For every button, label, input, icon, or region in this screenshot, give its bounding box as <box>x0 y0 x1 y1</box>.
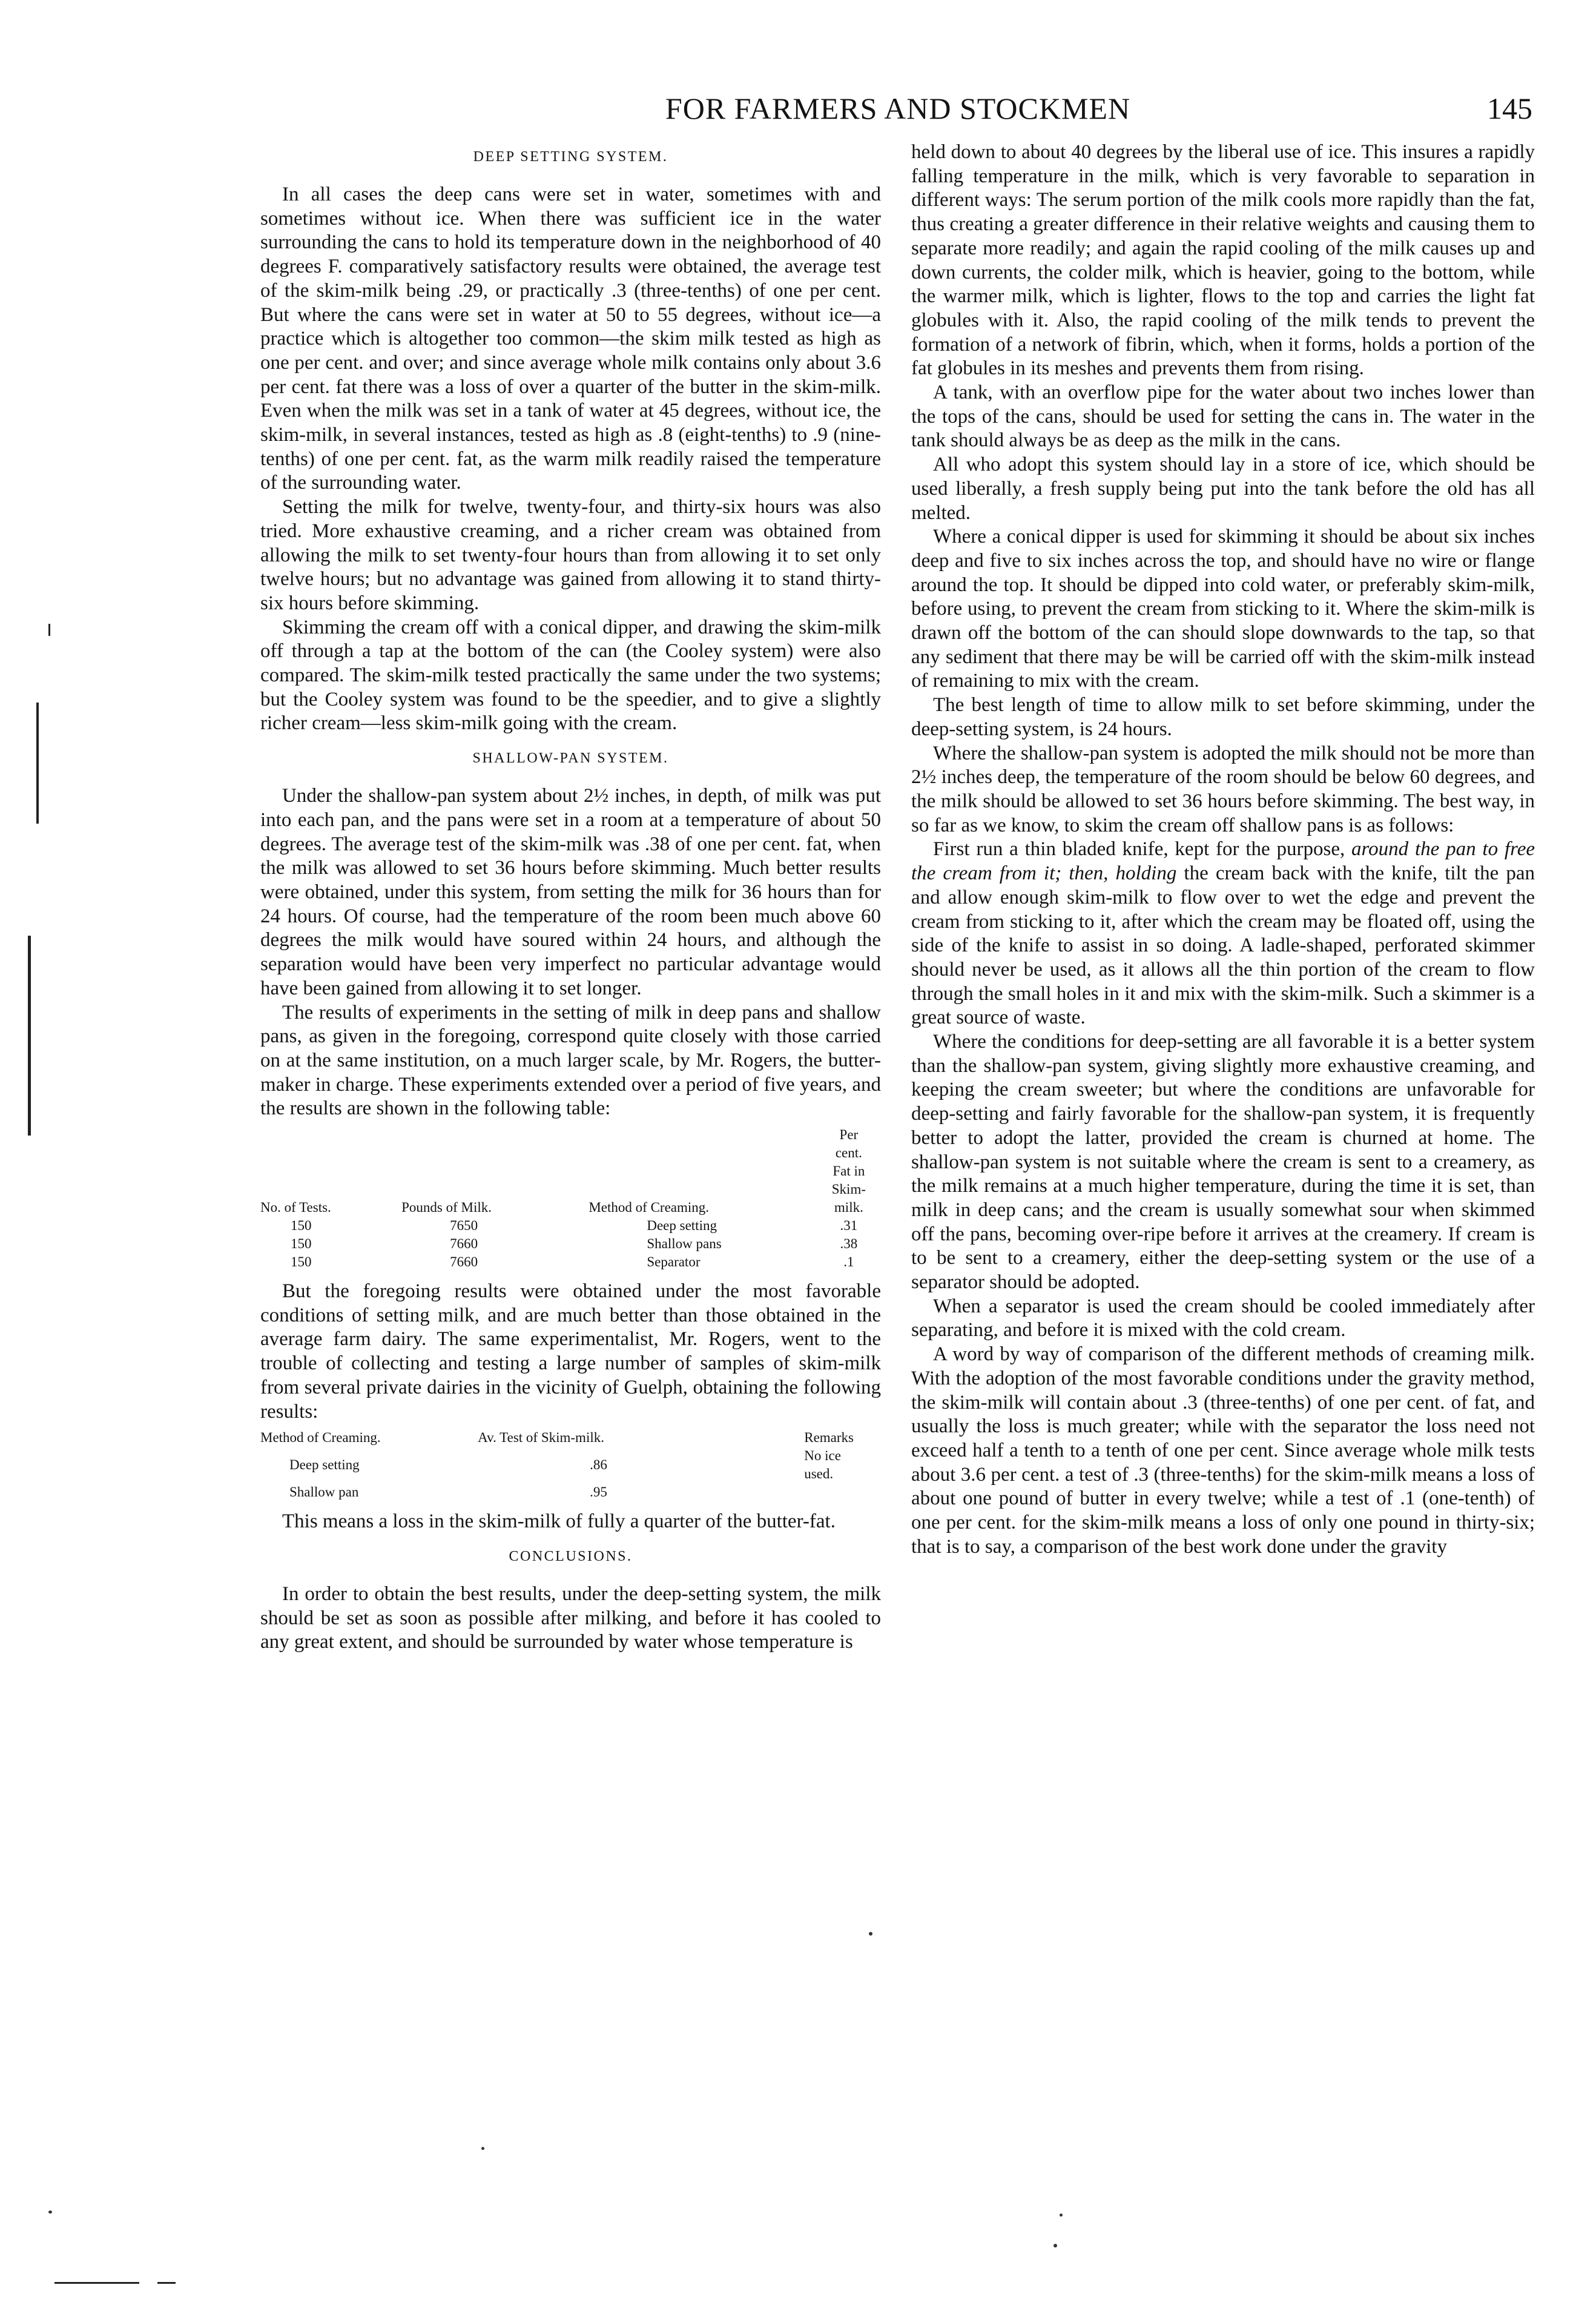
paragraph: Where the shallow-pan system is adopted the milk should not be more than 2½ inches deep, the temperature of the room should be below 60 degrees, and the milk should be allowed to set 36 hours before skimming. The best way, in so far as we know, to skim the cream off shallow pans is as follows: <box>911 742 1535 836</box>
text-run: the cream back with the knife, tilt the pan and allow enough skim-milk to flow over to wet the edge and prevent the cream from sticking to it, after which the cream may be floated off, using the side of the knife to assist in so doing. A ladle-shaped, perforated skimmer should never be used, as it allows all the thin portion of the cream to flow through the small holes in it and mix with the skim-milk. Such a skimmer is a great source of waste. <box>911 862 1535 1029</box>
paragraph: Where a conical dipper is used for skimming it should be about six inches deep and five to six inches across the top, and should have no wire or flange around the top. It should be dipped into cold water, or preferably skim-milk, before using, to prevent the cream from sticking to it. Where the skim-milk is drawn off the bottom of the can should slope downwards to the tap, so that any sediment that there may be will be carried off with the skim-milk instead of remaining to mix with the cream. <box>911 526 1535 692</box>
margin-mark <box>36 703 39 824</box>
table-cell: .38 <box>840 1236 858 1252</box>
margin-mark <box>54 2282 139 2284</box>
margin-mark <box>48 624 50 636</box>
paragraph: A tank, with an overflow pipe for the water about two inches lower than the tops of the cans, should be used for setting the cans in. The water in the tank should always be as deep as the milk in the cans. <box>911 382 1535 452</box>
table-header-cell: Method of Creaming. <box>589 1200 710 1215</box>
table-header-cell: Remarks <box>804 1430 854 1446</box>
table-cell: Deep setting <box>289 1457 360 1473</box>
table-header-row <box>260 1429 854 1447</box>
table-cell: .95 <box>590 1484 607 1500</box>
table-header-row <box>260 1126 866 1217</box>
table-cell: .31 <box>840 1218 858 1234</box>
paragraph: Under the shallow-pan system about 2½ inches, in depth, of milk was put into each pan, and the pans were set in a room at a temperature of about 50 degrees. The average test of the skim-milk was .38 of one per cent. fat, when the milk was allowed to set 36 hours before skimming. Much better results were obtained, under this system, from setting the milk for 36 hours than for 24 hours. Of course, had the temperature of the room been much above 60 degrees the milk would have soured within 24 hours, and although the separation would have been very imperfect no particular advantage would have been gained from allowing it to set longer. <box>260 785 881 999</box>
table-cell <box>804 1483 854 1501</box>
table-header-cell: Pounds of Milk. <box>401 1200 492 1215</box>
paragraph: This means a loss in the skim-milk of fully a quarter of the butter-fat. <box>282 1510 836 1533</box>
table-cell: .1 <box>843 1254 854 1270</box>
table-cell: No ice used. <box>804 1448 841 1482</box>
private-dairies-table <box>260 1429 854 1501</box>
table-header-cell: Av. Test of Skim-milk. <box>478 1430 604 1446</box>
paragraph: The results of experiments in the setting of milk in deep pans and shallow pans, as given in the foregoing, correspond quite closely with those carried on at the same institution, on a much larger scale, by Mr. Rogers, the butter-maker in charge. These experiments extended over a period of five years, and the results are shown in the following table: <box>260 1001 881 1120</box>
paragraph: Where the conditions for deep-setting are all favorable it is a better system than the shallow-pan system, giving slightly more exhaustive creaming, and keeping the cream sweeter; but where the conditions are unfavorable for deep-setting and fairly favorable for the shallow-pan system, it is frequently better to adopt the latter, provided the cream is churned at home. The shallow-pan system is not suitable where the cream is sent to a creamery, as the milk remains at a much higher temperature, during the time it is set, than milk in deep cans; and the cream is usually somewhat sour when skimmed off the pans, becoming over-ripe before it arrives at the creamery. If cream is to be sent to a creamery, either the deep-setting system or the use of a separator should be adopted. <box>911 1031 1535 1294</box>
table-row <box>260 1447 854 1483</box>
section-heading-shallow-pan: SHALLOW-PAN SYSTEM. <box>472 750 669 767</box>
italic-text-run: around the pan to free the cream from it; then, holding <box>911 838 1535 885</box>
text-run: First run a thin bladed knife, kept for the purpose, <box>933 838 1352 861</box>
table-cell: Shallow pans <box>647 1236 722 1252</box>
paragraph: All who adopt this system should lay in a store of ice, which should be used liberally, a fresh supply being put into the tank before the old has all melted. <box>911 454 1535 524</box>
table-cell: Shallow pan <box>289 1484 359 1500</box>
page-number: 145 <box>1487 91 1532 125</box>
table-cell: 7650 <box>450 1218 478 1234</box>
table-cell: 7660 <box>450 1254 478 1270</box>
scan-speck <box>1054 2244 1057 2247</box>
table-row <box>260 1483 854 1501</box>
results-table <box>260 1126 866 1271</box>
paragraph: When a separator is used the cream should be cooled immediately after separating, and before it is mixed with the cold cream. <box>911 1295 1535 1341</box>
table-header-cell: No. of Tests. <box>260 1200 331 1215</box>
left-column <box>260 141 881 1655</box>
table-cell: 7660 <box>450 1236 478 1252</box>
section-heading-deep-setting: DEEP SETTING SYSTEM. <box>473 149 668 165</box>
paragraph: In all cases the deep cans were set in water, sometimes with and sometimes without ice. When there was sufficient ice in the water surrounding the cans to hold its temperature down in the neighborhood of 40 degrees F. comparatively satisfactory results were obtained, the average test of the skim-milk being .29, or practically .3 (three-tenths) of one per cent. But where the cans were set in water at 50 to 55 degrees, without ice—a practice which is altogether too common—the skim milk tested as high as one per cent. and over; and since average whole milk contains only about 3.6 per cent. fat there was a loss of over a quarter of the butter in the skim-milk. Even when the milk was set in a tank of water at 45 degrees, without ice, the skim-milk, in several instances, tested as high as .8 (eight-tenths) to .9 (nine-tenths) of one per cent. fat, as the warm milk readily raised the temperature of the surrounding water. <box>260 184 881 494</box>
margin-mark <box>157 2282 176 2284</box>
table-row <box>260 1253 866 1271</box>
scan-speck <box>48 2211 52 2214</box>
table-cell: 150 <box>291 1218 312 1234</box>
right-column <box>911 141 1535 1559</box>
table-header-cell: Per cent. Fat in Skim-milk. <box>831 1127 866 1215</box>
table-row <box>260 1217 866 1235</box>
paragraph: A word by way of comparison of the different methods of creaming milk. With the adoption of the most favorable conditions under the gravity method, the skim-milk will contain about .3 (three-tenths) of one per cent. of fat, and usually the loss is much greater; while with the separator the loss need not exceed half a tenth to a tenth of one per cent. Since average whole milk tests about 3.6 per cent. a test of .3 (three-tenths) for the skim-milk means a loss of about one pound of butter in every twelve; while a test of .1 (one-tenth) of one per cent. for the skim-milk means a loss of only one pound in thirty-six; that is to say, a comparison of the best work done under the gravity <box>911 1343 1535 1558</box>
paragraph: Setting the milk for twelve, twenty-four, and thirty-six hours was also tried. More exhaustive creaming, and a richer cream was obtained from allowing the milk to set twenty-four hours than from allowing it to set only twelve hours; but no advantage was gained from allowing it to stand thirty-six hours before skimming. <box>260 496 881 614</box>
paragraph: Skimming the cream off with a conical dipper, and drawing the skim-milk off through a tap at the bottom of the can (the Cooley system) were also compared. The skim-milk tested practically the same under the two systems; but the Cooley system was found to be the speedier, and to give a slightly richer cream—less skim-milk going with the cream. <box>260 616 881 735</box>
table-cell: Separator <box>647 1254 701 1270</box>
scan-speck <box>1060 2214 1063 2217</box>
paragraph: In order to obtain the best results, under the deep-setting system, the milk should be set as soon as possible after milking, and before it has cooled to any great extent, and should be surrounded by water whose temperature is <box>260 1582 881 1653</box>
scan-speck <box>481 2147 484 2150</box>
paragraph: The best length of time to allow milk to set before skimming, under the deep-setting system, is 24 hours. <box>911 694 1535 740</box>
paragraph: But the foregoing results were obtained under the most favorable conditions of setting milk, and are much better than those obtained in the average farm dairy. The same experimentalist, Mr. Rogers, went to the trouble of collecting and testing a large number of samples of skim-milk from several private dairies in the vicinity of Guelph, obtaining the following results: <box>260 1280 881 1423</box>
section-heading-conclusions: CONCLUSIONS. <box>509 1548 633 1564</box>
paragraph-continued: held down to about 40 degrees by the liberal use of ice. This insures a rapidly falling temperature in the milk, which is very favorable to separation in different ways: The serum portion of the milk cools more rapidly than the fat, thus creating a greater difference in their relative weights and causing them to separate more readily; and again the rapid cooling of the milk causes up and down currents, the colder milk, which is heavier, going to the bottom, while the warmer milk, which is lighter, flows to the top and carries the light fat globules with it. Also, the rapid cooling of the milk tends to prevent the formation of a network of fibrin, which, when it forms, holds a portion of the fat globules in its meshes and prevents them from rising. <box>911 141 1535 380</box>
table-cell: .86 <box>590 1457 607 1473</box>
table-cell: 150 <box>291 1254 312 1270</box>
table-header-cell: Method of Creaming. <box>260 1430 381 1446</box>
table-row <box>260 1235 866 1253</box>
table-cell: Deep setting <box>647 1218 717 1234</box>
running-head <box>260 90 1535 138</box>
scan-speck <box>869 1932 872 1936</box>
table-cell: 150 <box>291 1236 312 1252</box>
running-title: FOR FARMERS AND STOCKMEN <box>665 91 1131 125</box>
margin-mark <box>28 936 31 1136</box>
paragraph-knife-method <box>911 838 1535 1030</box>
